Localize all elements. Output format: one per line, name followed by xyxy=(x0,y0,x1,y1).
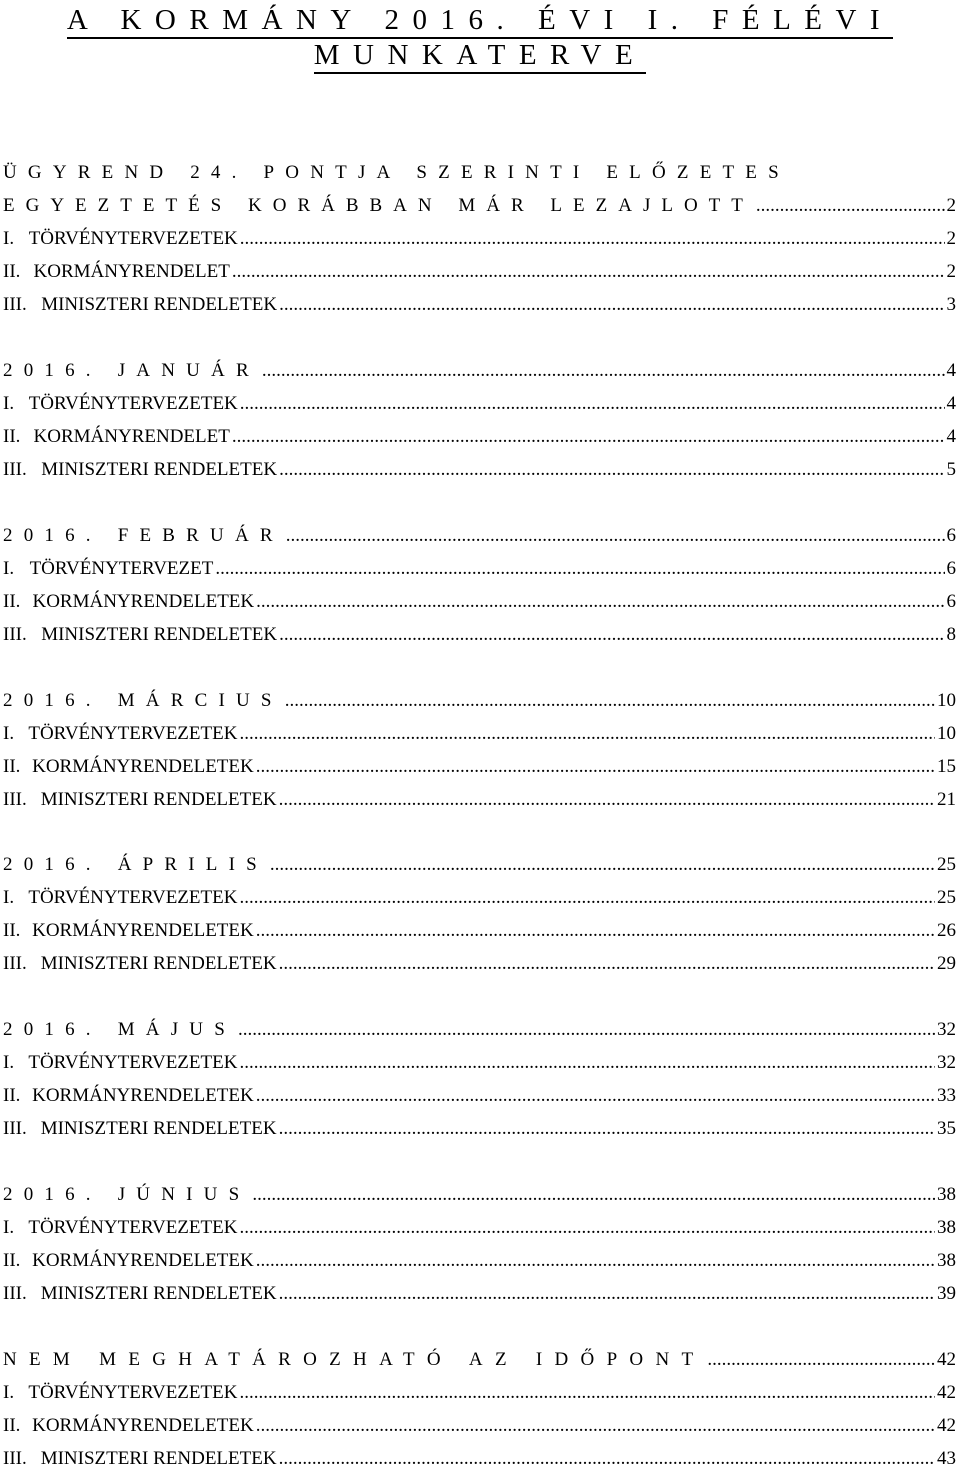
toc-entry[interactable]: I. TÖRVÉNYTERVEZETEK ..... 42 xyxy=(3,1376,956,1402)
toc-intro-heading-line-2[interactable]: EGYEZTETÉS KORÁBBAN MÁR LEZAJLOTT ..... 2 xyxy=(3,189,956,215)
toc-entry[interactable]: III. MINISZTERI RENDELETEK ..... 29 xyxy=(3,947,956,973)
toc-entry[interactable]: II. KORMÁNYRENDELETEK ..... 26 xyxy=(3,914,956,940)
toc-section-heading[interactable]: 2016. MÁRCIUS ..... 10 xyxy=(3,684,956,710)
toc-section-heading[interactable]: 2016. JANUÁR ..... 4 xyxy=(3,354,956,380)
toc-section-heading[interactable]: NEM MEGHATÁROZHATÓ AZ IDŐPONT ..... 42 xyxy=(3,1343,956,1369)
toc-entry[interactable]: II. KORMÁNYRENDELET ..... 4 xyxy=(3,420,956,446)
toc-entry[interactable]: I. TÖRVÉNYTERVEZETEK ..... 2 xyxy=(3,222,956,248)
toc-entry[interactable]: I. TÖRVÉNYTERVEZETEK ..... 38 xyxy=(3,1211,956,1237)
toc-entry[interactable]: III. MINISZTERI RENDELETEK ..... 39 xyxy=(3,1277,956,1303)
toc-entry[interactable]: II. KORMÁNYRENDELETEK ..... 15 xyxy=(3,750,956,776)
toc-entry[interactable]: II. KORMÁNYRENDELETEK ..... 42 xyxy=(3,1409,956,1435)
toc-entry[interactable]: II. KORMÁNYRENDELETEK ..... 6 xyxy=(3,585,956,611)
toc-entry[interactable]: III. MINISZTERI RENDELETEK ..... 43 xyxy=(3,1442,956,1468)
toc-intro-heading-line-1[interactable]: ÜGYREND 24. PONTJA SZERINTI ELŐZETES xyxy=(3,162,790,183)
toc-entry[interactable]: II. KORMÁNYRENDELETEK ..... 33 xyxy=(3,1079,956,1105)
toc-entry[interactable]: III. MINISZTERI RENDELETEK ..... 21 xyxy=(3,783,956,809)
toc-entry[interactable]: I. TÖRVÉNYTERVEZETEK ..... 32 xyxy=(3,1046,956,1072)
toc-section-heading[interactable]: 2016. MÁJUS ..... 32 xyxy=(3,1013,956,1039)
toc-entry[interactable]: I. TÖRVÉNYTERVEZETEK ..... 10 xyxy=(3,717,956,743)
toc-section-heading[interactable]: 2016. JÚNIUS ..... 38 xyxy=(3,1178,956,1204)
toc-section-heading[interactable]: 2016. ÁPRILIS ..... 25 xyxy=(3,848,956,874)
toc-entry[interactable]: I. TÖRVÉNYTERVEZETEK ..... 25 xyxy=(3,881,956,907)
toc-section-heading[interactable]: 2016. FEBRUÁR ..... 6 xyxy=(3,519,956,545)
toc-entry[interactable]: III. MINISZTERI RENDELETEK ..... 5 xyxy=(3,453,956,479)
toc-entry[interactable]: I. TÖRVÉNYTERVEZET ..... 6 xyxy=(3,552,956,578)
toc-entry[interactable]: II. KORMÁNYRENDELET ..... 2 xyxy=(3,255,956,281)
toc-entry[interactable]: III. MINISZTERI RENDELETEK ..... 8 xyxy=(3,618,956,644)
toc-entry[interactable]: I. TÖRVÉNYTERVEZETEK ..... 4 xyxy=(3,387,956,413)
toc-entry[interactable]: III. MINISZTERI RENDELETEK ..... 3 xyxy=(3,288,956,314)
title-line-1: A KORMÁNY 2016. ÉVI I. FÉLÉVI xyxy=(0,6,960,35)
toc-entry[interactable]: III. MINISZTERI RENDELETEK ..... 35 xyxy=(3,1112,956,1138)
toc-entry[interactable]: II. KORMÁNYRENDELETEK ..... 38 xyxy=(3,1244,956,1270)
title-line-2: MUNKATERVE xyxy=(0,41,960,70)
